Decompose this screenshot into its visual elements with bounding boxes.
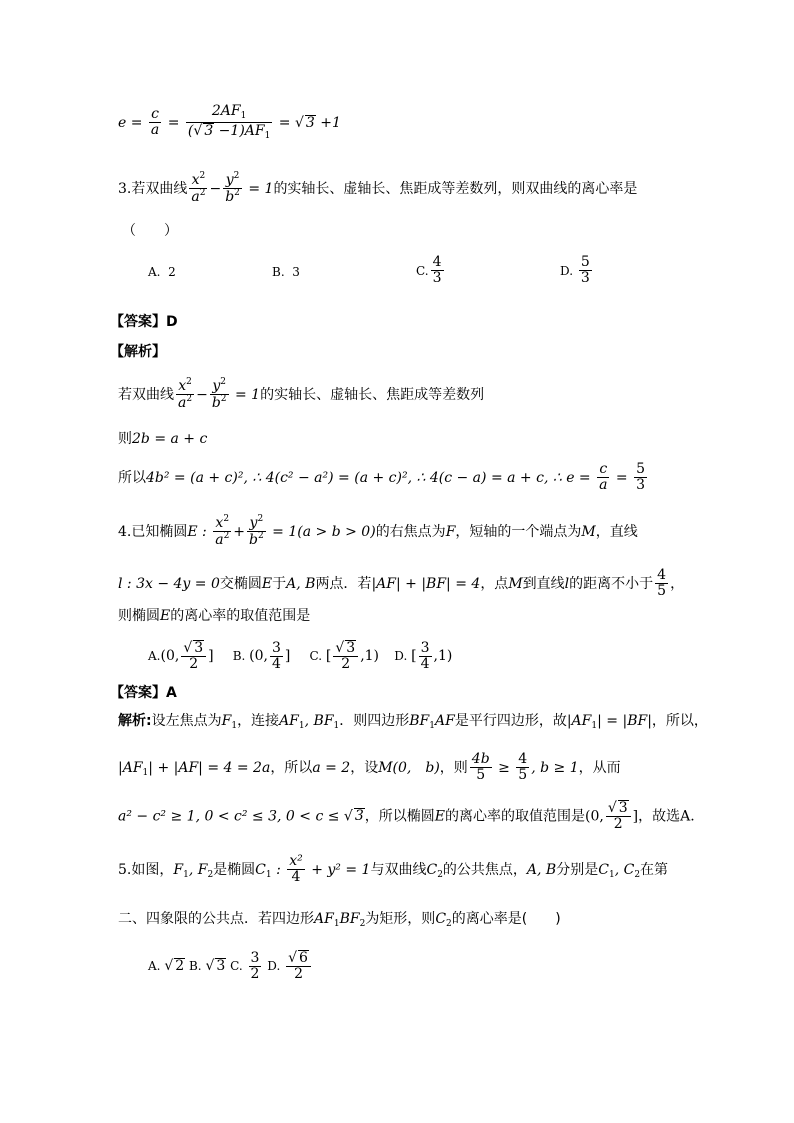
eq-prefix: e = [118, 114, 147, 131]
q4-stem-line2: l : 3x − 4y = 0交椭圆E于A, B两点．若|AF| + |BF| = 4，点M到直线l的距离不小于 $\frac{4}{5}$ ， [118, 567, 685, 600]
q5-stem-line2: 二、四象限的公共点．若四边形$AF_1BF_2$为矩形，则$C_2$的离心率是( ) [118, 911, 561, 929]
q3-text-before: 若双曲线 [131, 180, 188, 197]
q3-y2-b2: $\frac{y^2}{b^2}$ [225, 171, 240, 206]
q3-analysis-line2: 则2b = a + c [118, 431, 208, 447]
q5-option-b[interactable]: B. √ 3 [188, 957, 226, 974]
q3-text-after: 的实轴长、虚轴长、焦距成等差数列，则双曲线的离心率是 [273, 180, 638, 197]
q3-stem: 3.若双曲线 $\frac{x^2}{a^2}$ − $\frac{y^2}{b^2}$ = 1的实轴长、虚轴长、焦距成等差数列，则双曲线的离心率是 [118, 171, 638, 206]
q5-option-c[interactable]: C. $\frac{3}{2}$ [230, 949, 260, 982]
q3-option-d[interactable]: D. $\frac{5}{3}$ [560, 254, 590, 287]
q4-analysis-line3: a² − c² ≥ 1, 0 < c² ≤ 3, 0 < c ≤ √ 3，所以椭圆E的离心率的取值范围是(0, $\frac{√ 3}{2}$ ]，故选A. [118, 800, 695, 833]
q4-analysis-line1: 解析:设左焦点为$F_1$，连接$AF_1$, $BF_1$．则四边形$BF_1AF$是平行四边形，故$|AF_1| = |BF|$，所以， [118, 713, 708, 731]
q4-stem-line3: 则椭圆E的离心率的取值范围是 [118, 608, 311, 624]
q3-option-b[interactable]: B. 3 [272, 265, 300, 279]
q4-option-b[interactable]: B. (0, $\frac{3}{4}$ ] [232, 639, 291, 672]
q5-option-a[interactable]: A. √ 2 [148, 957, 185, 974]
q4-answer: 【答案】A [110, 685, 177, 701]
q4-analysis-line2: $|AF_1| + |AF| = 4 = 2a$，所以a = 2，设M(0, b)，则 $\frac{4b}{5}$ ≥ $\frac{4}{5}$ , b ≥ 1，从而 [118, 751, 621, 784]
q3-answer: 【答案】D [110, 314, 178, 330]
q5-options [148, 950, 313, 983]
q3-option-c[interactable]: C. $\frac{4}{3}$ [416, 254, 442, 287]
q3-analysis-line1: 若双曲线 $\frac{x^2}{a^2}$ − $\frac{y^2}{b^2}$ = 1的实轴长、虚轴长、焦距成等差数列 [118, 377, 485, 412]
q5-stem-line1: 5.如图，$F_1$, $F_2$是椭圆$C_1$ : $\frac{\text{x²}}{4}$ + y² = 1与双曲线$C_2$的公共焦点，A, B分别是$C_1$, $C_2$在第 [118, 853, 669, 886]
q5-option-d[interactable]: D. $\frac{√ 6}{2}$ [267, 959, 313, 973]
q4-option-a[interactable]: A.(0, $\frac{√ 3}{2}$ ] [148, 640, 214, 673]
q4-stem-line1: 4.已知椭圆E : $\frac{x^2}{a^2}$ + $\frac{y^2}{b^2}$ = 1(a > b > 0)的右焦点为F，短轴的一个端点为M，直线 [118, 514, 638, 549]
q4-options [148, 640, 452, 673]
q3-paren: （ ） [122, 223, 178, 239]
eccentricity-equation: e = $\frac{c}{a}$ = $\frac{2AF_1}{(√ 3 -1)AF_1}$ = √ 3 +1 [118, 103, 341, 141]
fraction-af: $\frac{2AF_1}{(√ 3 -1)AF_1}$ [187, 103, 271, 141]
q3-analysis-line3: 所以4b² = (a + c)², ∴ 4(c² − a²) = (a + c)², ∴ 4(c − a) = a + c, ∴ e = $\frac{c}{a}$ = $\frac{5}{3}$ [118, 461, 646, 494]
q3-analysis-title: 【解析】 [110, 344, 166, 360]
fraction-c-over-a: $\frac{c}{a}$ [150, 106, 160, 139]
q3-number: 3. [118, 180, 132, 197]
q3-option-a[interactable]: A. 2 [148, 265, 176, 279]
q4-option-d[interactable]: D. [ $\frac{3}{4}$ ,1) [394, 639, 453, 672]
q4-option-c[interactable]: C. [ $\frac{√ 3}{2}$ ,1) [309, 640, 380, 673]
q3-x2-a2: $\frac{x^2}{a^2}$ [191, 171, 206, 206]
